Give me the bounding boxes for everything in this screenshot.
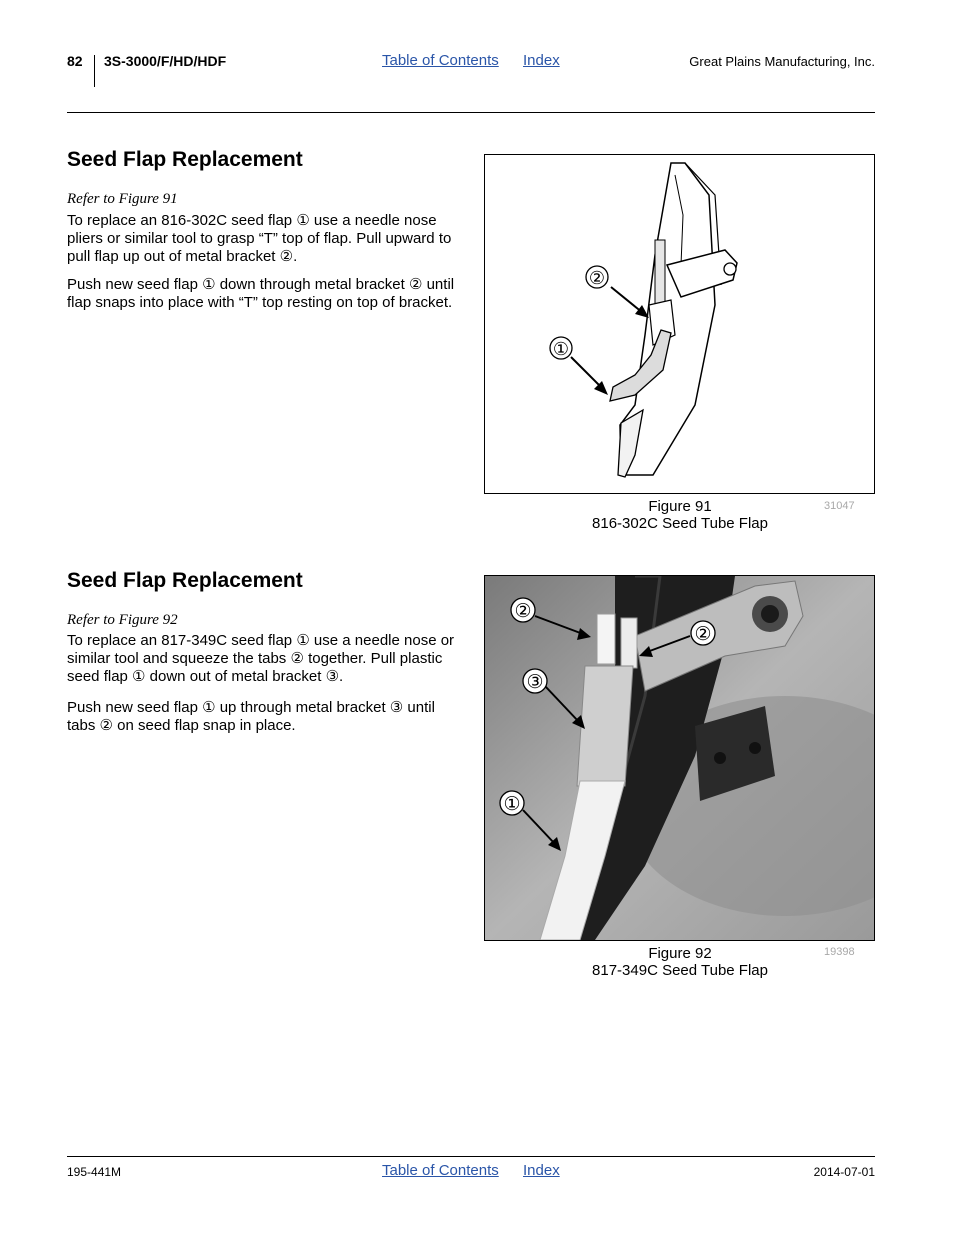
figure-91-image [484,154,875,494]
page-number: 82 [67,53,83,69]
header-divider [94,55,95,87]
figure-92-callout-2a: ② [514,601,532,622]
section1-para1: To replace an 816-302C seed flap ① use a needle nose pliers or similar tool to grasp “T” top of flap. Pull upward to pull flap up out of metal bracket ②. [67,212,452,265]
figure-92-callout-2b: ② [694,624,712,645]
figure-92-caption [485,945,875,979]
footer-toc-link[interactable]: Table of Contents [382,1162,499,1179]
figure-92-callout-3: ③ [526,672,544,693]
figure-92-photo [484,575,875,941]
section2-para2: Push new seed flap ① up through metal bracket ③ until tabs ② on seed flap snap in place. [67,699,435,734]
section1-para2: Push new seed flap ① down through metal bracket ② until flap snaps into place with “T” top resting on top of bracket. [67,276,455,311]
doc-date: 2014-07-01 [813,1165,875,1179]
section1-figure-ref: Refer to Figure 91 [67,191,178,207]
figure-91-title: 816-302C Seed Tube Flap [592,515,768,532]
seed-tube-line-drawing [485,155,874,493]
figure-92-callout-1: ① [503,794,521,815]
figure-92-number: Figure 92 [648,945,712,962]
seed-tube-photo-illustration [485,576,874,940]
header-index-link[interactable]: Index [523,52,560,69]
header-rule [67,112,875,113]
section2-para1: To replace an 817-349C seed flap ① use a needle nose or similar tool and squeeze the tabs ② together. Pull plastic seed flap ① down out of metal bracket ③. [67,632,455,685]
figure-91-callout-1: ① [552,339,570,359]
model-name: 3S-3000/F/HD/HDF [104,53,227,69]
figure-91-caption [485,498,875,532]
figure-92-id: 19398 [824,946,855,958]
doc-number: 195-441M [67,1165,122,1179]
figure-91-id: 31047 [824,500,855,512]
footer-rule [67,1156,875,1157]
header-toc-link[interactable]: Table of Contents [382,52,499,69]
figure-92-title: 817-349C Seed Tube Flap [592,962,768,979]
section2-title: Seed Flap Replacement [67,569,303,592]
section1-title: Seed Flap Replacement [67,148,303,171]
figure-91-number: Figure 91 [648,498,712,515]
figure-91-callout-2: ② [588,268,606,288]
section2-figure-ref: Refer to Figure 92 [67,612,178,628]
company-name: Great Plains Manufacturing, Inc. [689,54,875,69]
footer-index-link[interactable]: Index [523,1162,560,1179]
